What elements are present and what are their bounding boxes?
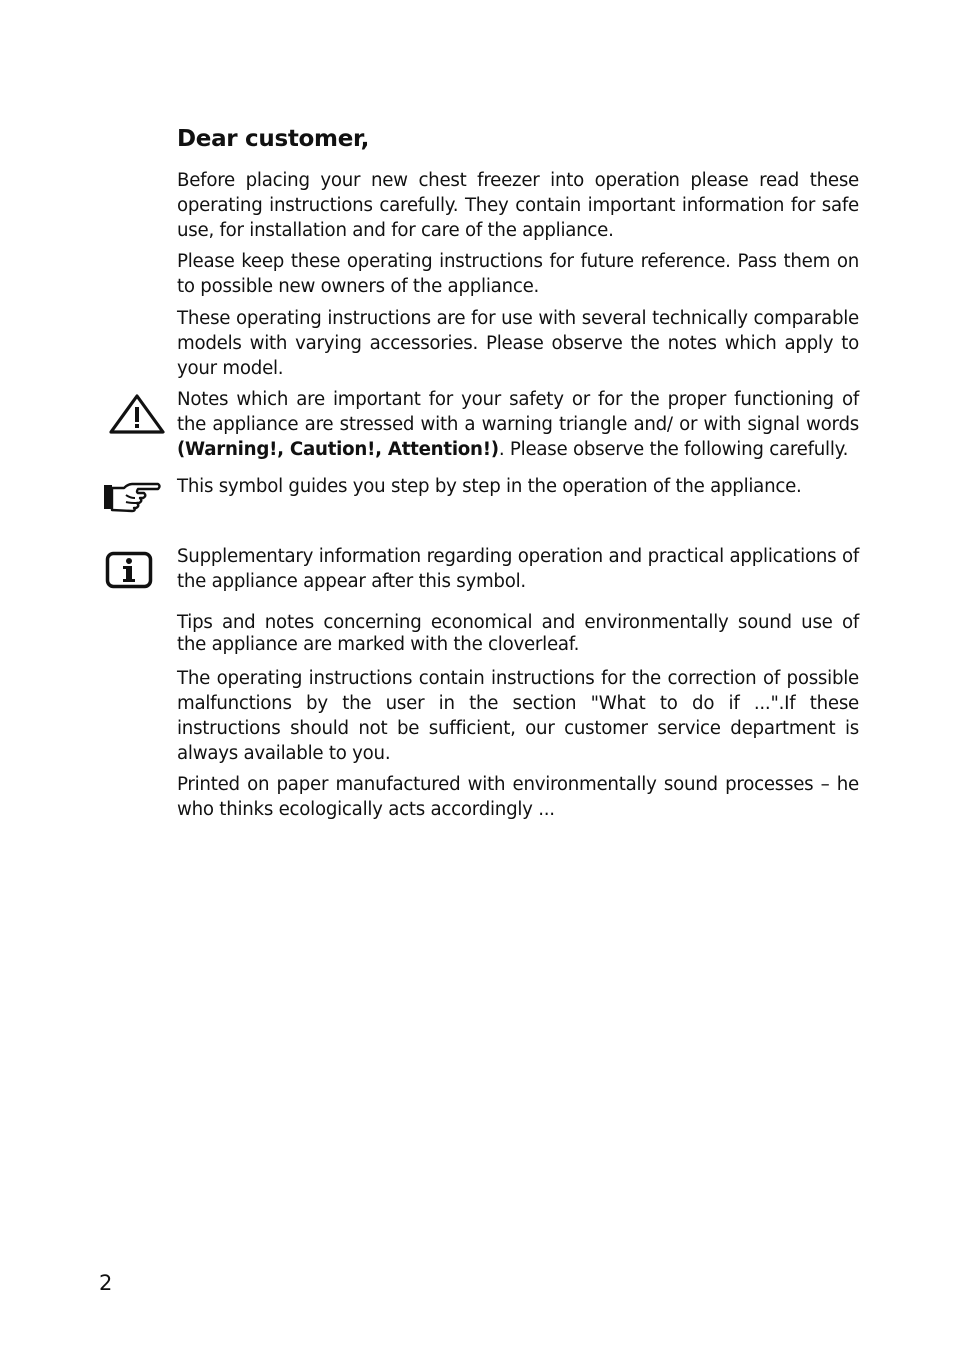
info-icon [105, 551, 153, 589]
malfunction-paragraph: The operating instructions contain instructions for the correction of possible malfunctions by the user in the section "What to do if ...".If these instructions should not be sufficient, our customer service department is always available to you. [177, 668, 859, 764]
printed-paper-paragraph: Printed on paper manufactured with environmentally sound processes – he who thinks ecologically acts accordingly ... [177, 774, 859, 820]
safety-notes-paragraph [177, 387, 859, 462]
page-number: 2 [99, 1271, 113, 1295]
supplementary-info-paragraph: Supplementary information regarding operation and practical applications of the appliance appear after this symbol. [177, 546, 859, 592]
safety-notes-tail: . Please observe the following carefully. [498, 439, 849, 460]
cloverleaf-paragraph: Tips and notes concerning economical and environmentally sound use of the appliance are marked with the cloverleaf. [177, 612, 859, 655]
warning-triangle-icon [108, 393, 166, 435]
page-heading: Dear customer, [177, 126, 370, 152]
pointing-hand-icon [102, 481, 162, 513]
signal-words: (Warning!, Caution!, Attention!) [177, 439, 499, 460]
models-paragraph: These operating instructions are for use with several technically comparable models with varying accessories. Please observe the notes which apply to your model. [177, 308, 859, 379]
keep-instructions-paragraph: Please keep these operating instructions for future reference. Pass them on to possible new owners of the appliance. [177, 251, 859, 297]
safety-notes-text: Notes which are important for your safety or for the proper functioning of the appliance are stressed with a warning triangle and/ or with signal words [177, 389, 859, 435]
intro-paragraph: Before placing your new chest freezer into operation please read these operating instructions carefully. They contain important information for safe use, for installation and for care of the appliance. [177, 170, 859, 241]
step-guide-paragraph: This symbol guides you step by step in the operation of the appliance. [177, 476, 802, 497]
